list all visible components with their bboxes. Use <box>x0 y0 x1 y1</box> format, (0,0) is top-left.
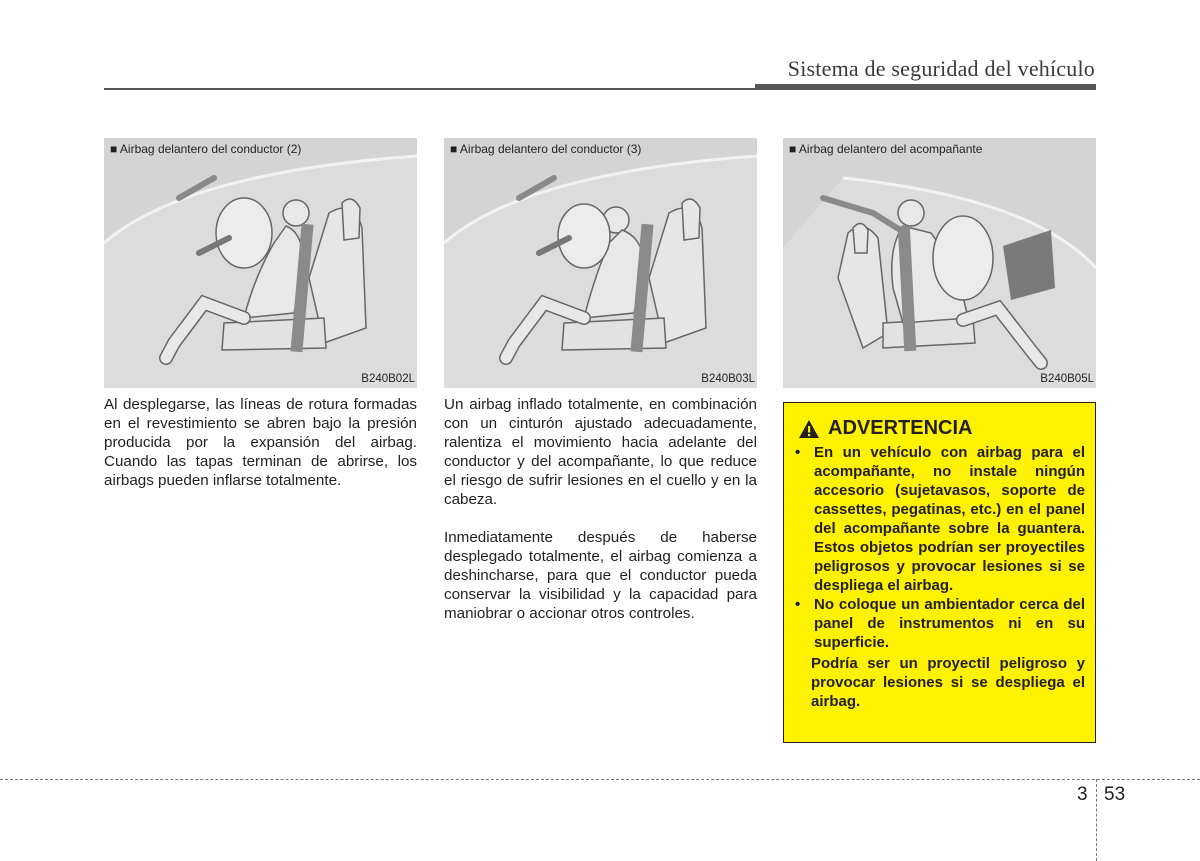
chapter-number: 3 <box>1077 784 1088 805</box>
figure-passenger-airbag <box>783 138 1096 388</box>
driver-airbag-deflating-illustration <box>444 138 757 388</box>
warning-item <box>792 443 1085 595</box>
figure-driver-airbag-2 <box>104 138 417 388</box>
driver-airbag-illustration <box>104 138 417 388</box>
paragraph: Al desplegarse, las líneas de rotura formadas en el revestimiento se abren bajo la presión producida por la expansión del airbag. Cuando las tapas terminan de abrirse, los airbags pueden inflarse totalmente. <box>104 396 417 489</box>
warning-list <box>792 443 1085 711</box>
passenger-airbag-illustration <box>783 138 1096 388</box>
warning-triangle-icon <box>798 419 820 439</box>
header-rule <box>104 88 755 90</box>
figure-caption: ■ Airbag delantero del conductor (3) <box>450 142 642 156</box>
warning-item-text: En un vehículo con airbag para el acompañante, no instale ningún accesorio (sujetavasos, soporte de cassettes, pegatinas, etc.) en el panel del acompañante sobre la guantera. Estos objetos podrían ser proyectiles peligrosos y provocar lesiones si se despliega el airbag. <box>814 444 1085 594</box>
page-header-title: Sistema de seguridad del vehículo <box>787 56 1095 81</box>
paragraph: Un airbag inflado totalmente, en combinación con un cinturón ajustado adecuadamente, ralentiza el movimiento hacia adelante del conductor y del acompañante, lo que reduce el riesgo de sufrir lesiones en el cuello y en la cabeza. <box>444 396 757 508</box>
figure-driver-airbag-3 <box>444 138 757 388</box>
footer-divider <box>1096 779 1097 861</box>
figure-code: B240B03L <box>701 373 755 385</box>
column-middle-text <box>444 395 757 642</box>
figure-code: B240B02L <box>361 373 415 385</box>
warning-title-text: ADVERTENCIA <box>828 417 973 439</box>
figure-code: B240B05L <box>1040 373 1094 385</box>
figure-caption: ■ Airbag delantero del acompañante <box>789 142 983 156</box>
figure-caption: ■ Airbag delantero del conductor (2) <box>110 142 302 156</box>
warning-item-continuation: Podría ser un proyectil peligroso y provocar lesiones si se despliega el airbag. <box>811 655 1085 710</box>
warning-item-text: No coloque un ambientador cerca del panel de instrumentos ni en su superficie. <box>814 596 1085 651</box>
footer-rule <box>0 779 1200 780</box>
warning-box <box>783 402 1096 743</box>
warning-title <box>798 417 972 440</box>
paragraph: Inmediatamente después de haberse desplegado totalmente, el airbag comienza a deshincharse, para que el conductor pueda conservar la visibilidad y la capacidad para maniobrar o accionar otros controles. <box>444 529 757 622</box>
bullet: • <box>795 596 801 613</box>
bullet: • <box>795 444 801 461</box>
column-left-text <box>104 395 417 509</box>
header-rule-accent <box>755 84 1096 90</box>
page-number: 53 <box>1104 784 1126 805</box>
warning-item <box>792 595 1085 652</box>
